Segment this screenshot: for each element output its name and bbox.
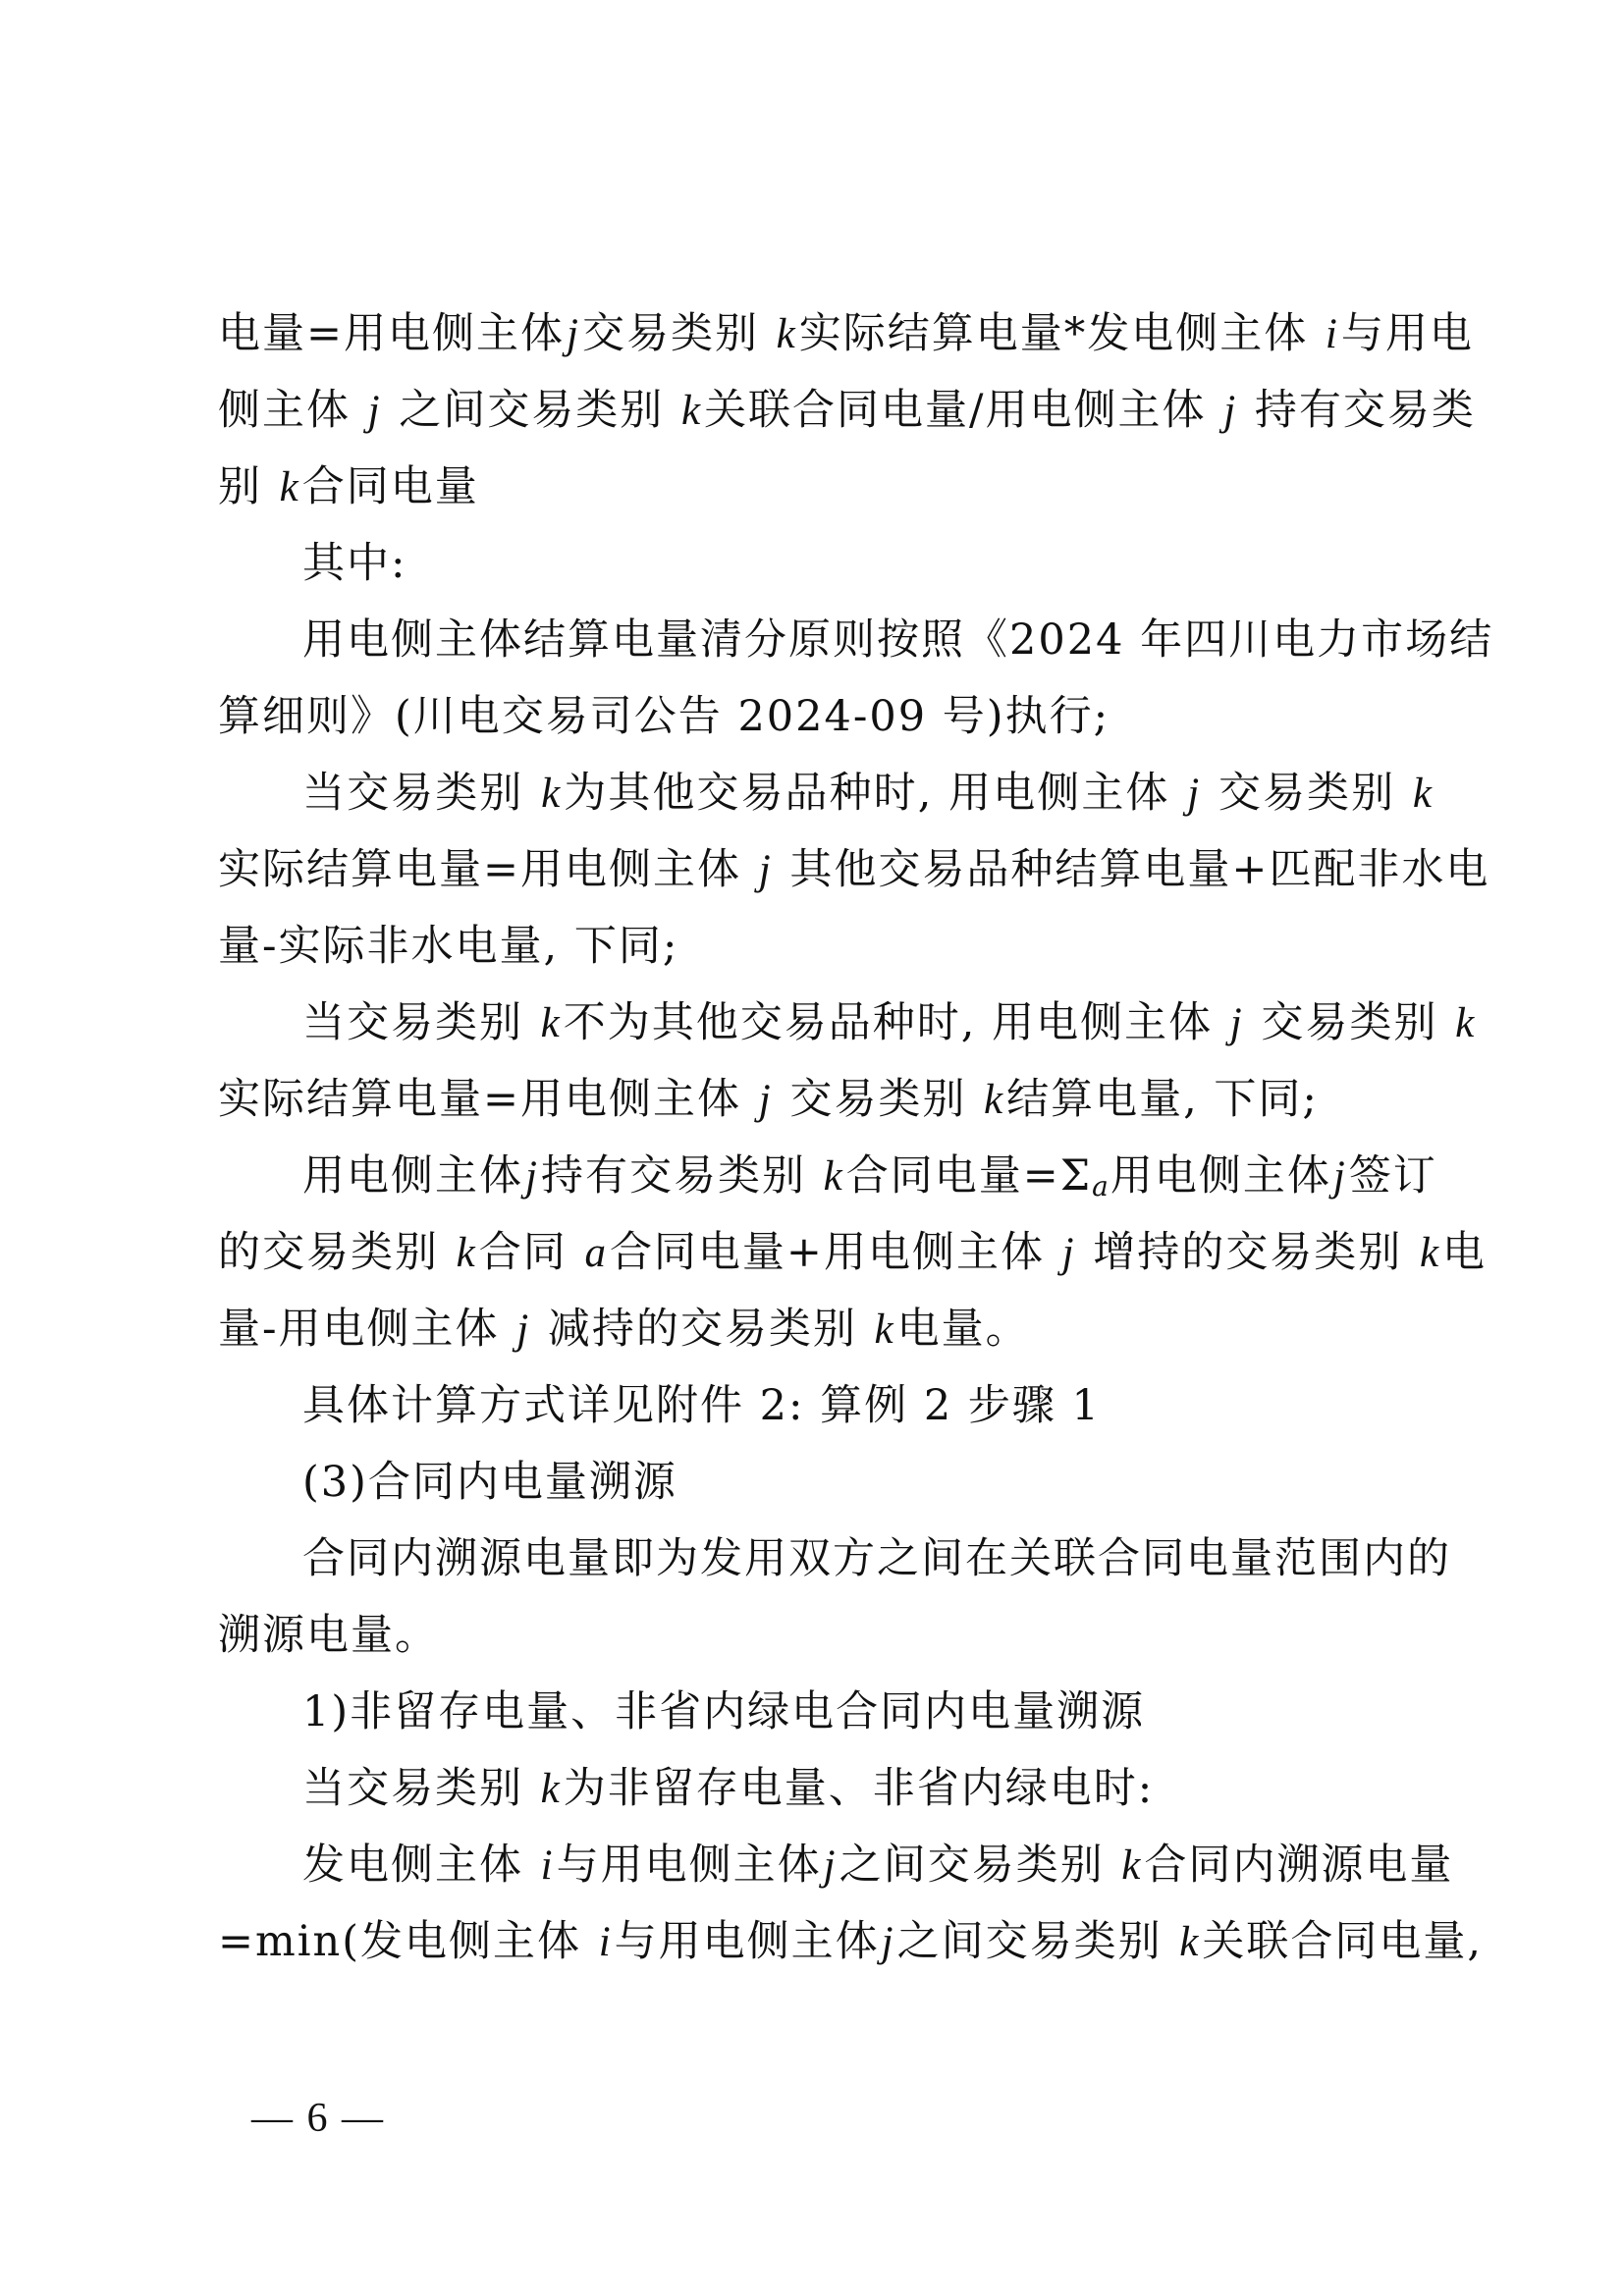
text-line-18: 溯源电量。 [218, 1611, 439, 1660]
text-line-1: 电量=用电侧主体j交易类别 k实际结算电量*发电侧主体 i与用电 [218, 309, 1474, 358]
text-line-8: 实际结算电量=用电侧主体 j 其他交易品种结算电量+匹配非水电 [218, 845, 1490, 894]
text-line-14: 量-用电侧主体 j 减持的交易类别 k电量。 [218, 1305, 1030, 1354]
text-line-10: 当交易类别 k不为其他交易品种时, 用电侧主体 j 交易类别 k [302, 998, 1477, 1047]
text-line-13: 的交易类别 k合同 a合同电量+用电侧主体 j 增持的交易类别 k电 [218, 1228, 1488, 1277]
text-line-17: 合同内溯源电量即为发用双方之间在关联合同电量范围内的 [302, 1534, 1451, 1583]
text-line-11: 实际结算电量=用电侧主体 j 交易类别 k结算电量, 下同; [218, 1075, 1319, 1124]
section-heading-3: (3)合同内电量溯源 [302, 1458, 677, 1507]
text-line-5: 用电侧主体结算电量清分原则按照《2024 年四川电力市场结 [302, 615, 1494, 665]
text-line-7: 当交易类别 k为其他交易品种时, 用电侧主体 j 交易类别 k [302, 769, 1434, 818]
text-line-20: 当交易类别 k为非留存电量、非省内绿电时: [302, 1764, 1155, 1813]
page-number: — 6 — [251, 2096, 385, 2141]
text-line-6: 算细则》(川电交易司公告 2024-09 号)执行; [218, 692, 1110, 741]
text-line-9: 量-实际非水电量, 下同; [218, 922, 679, 971]
text-line-12: 用电侧主体j持有交易类别 k合同电量$=\Sigma_a$用电侧主体j签订 [302, 1151, 1437, 1202]
text-line-15: 具体计算方式详见附件 2: 算例 2 步骤 1 [302, 1381, 1101, 1430]
text-line-22: =min(发电侧主体 i与用电侧主体j之间交易类别 k关联合同电量, [218, 1917, 1484, 1966]
sub-heading-1: 1)非留存电量、非省内绿电合同内电量溯源 [302, 1687, 1146, 1736]
text-line-21: 发电侧主体 i与用电侧主体j之间交易类别 k合同内溯源电量 [302, 1841, 1454, 1890]
text-line-2: 侧主体 j 之间交易类别 k关联合同电量/用电侧主体 j 持有交易类 [218, 386, 1476, 435]
text-line-3: 别 k合同电量 [218, 462, 479, 511]
text-line-4: 其中: [302, 539, 407, 588]
